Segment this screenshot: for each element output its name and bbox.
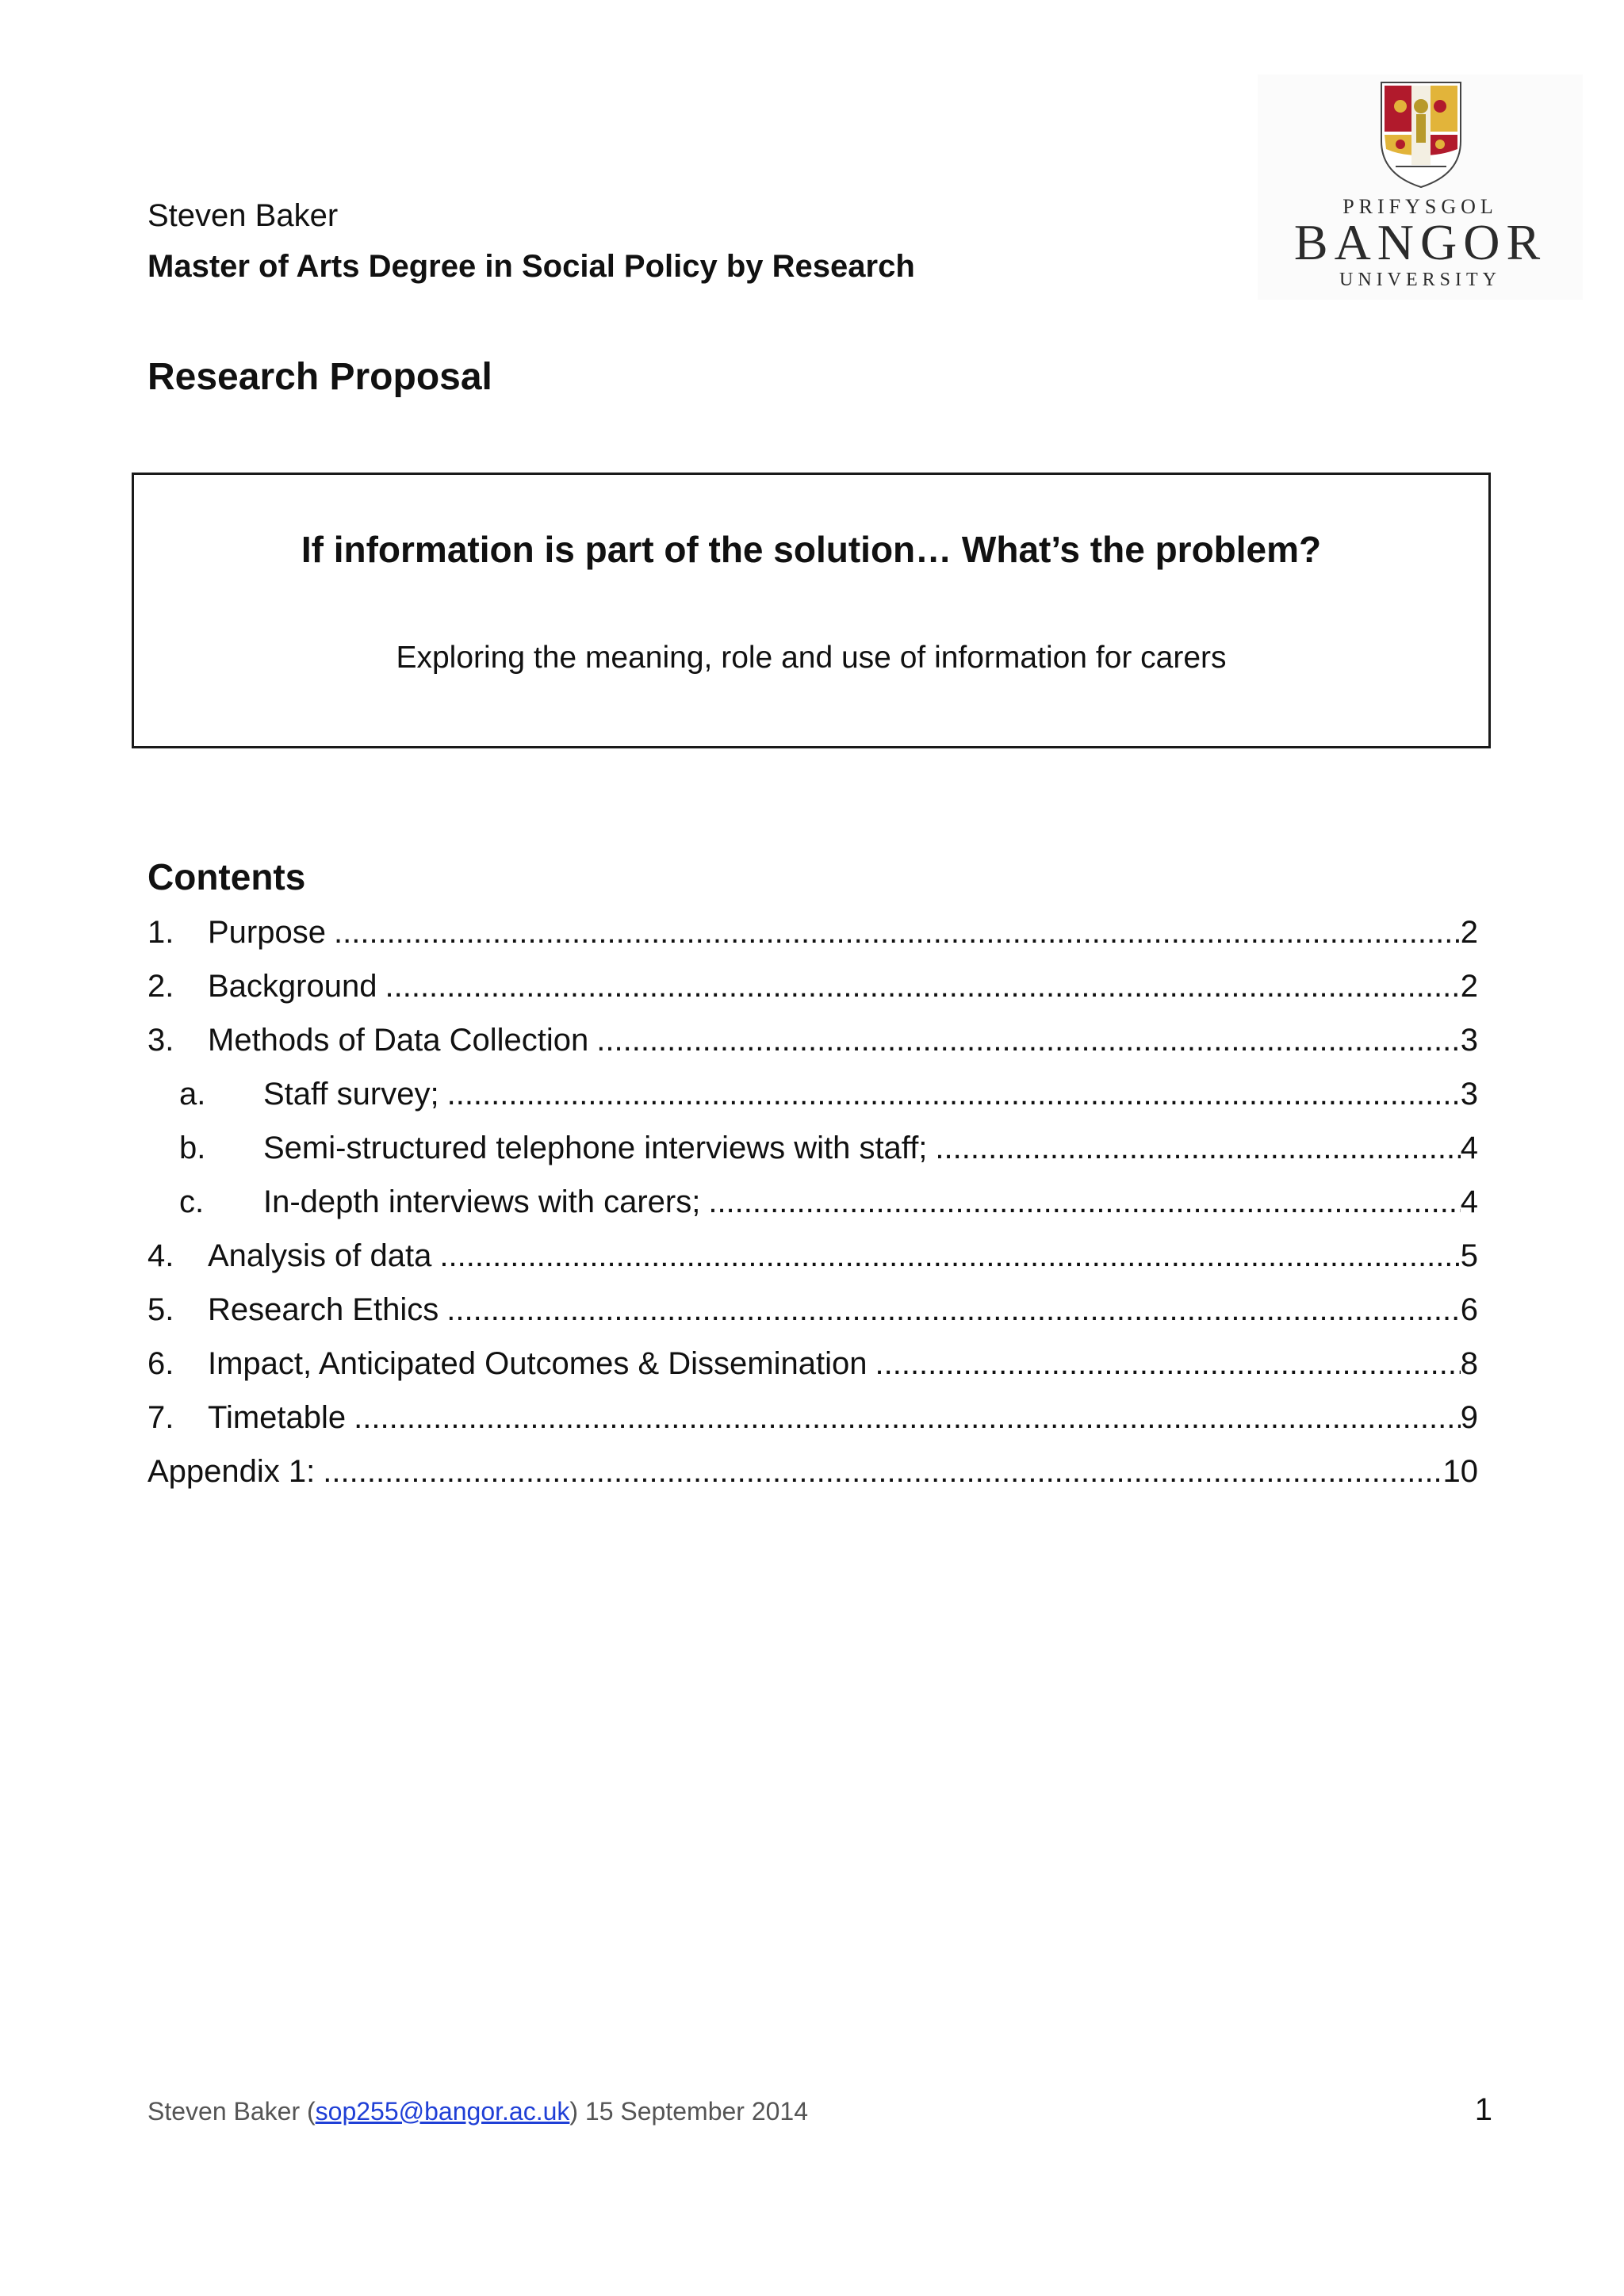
toc-label: Timetable (208, 1400, 347, 1435)
contents-heading: Contents (147, 856, 306, 897)
crest-icon (1377, 79, 1465, 190)
toc-label: Research Ethics (208, 1292, 439, 1327)
toc-entry-ethics[interactable] (147, 1283, 1478, 1337)
toc-leader-dots (334, 912, 1461, 953)
toc-label: Semi-structured telephone interviews with staff; (263, 1131, 928, 1165)
footer (147, 2095, 808, 2128)
toc-entry-staff-survey[interactable] (147, 1067, 1478, 1121)
toc-leader-dots (323, 1451, 1442, 1492)
toc-number: b. (179, 1131, 206, 1165)
toc-number: a. (179, 1077, 206, 1112)
logo-line-bangor: BANGOR (1293, 214, 1547, 270)
toc-page-number: 3 (1460, 1023, 1478, 1058)
toc-page-number: 2 (1460, 915, 1478, 950)
main-title: If information is part of the solution… What’s the problem? (301, 529, 1322, 570)
author-name: Steven Baker (147, 198, 339, 233)
toc-number: 4. (147, 1238, 174, 1273)
toc-label: Methods of Data Collection (208, 1023, 589, 1058)
document-type-heading: Research Proposal (147, 356, 492, 398)
toc-label: Analysis of data (208, 1238, 432, 1273)
toc-leader-dots (354, 1397, 1461, 1438)
toc-leader-dots (708, 1181, 1460, 1223)
toc-entry-appendix[interactable] (147, 1445, 1478, 1498)
toc-page-number: 6 (1460, 1292, 1478, 1327)
toc-label: Appendix 1: (147, 1454, 316, 1489)
toc-entry-carer-interviews[interactable] (147, 1175, 1478, 1229)
toc-page-number: 10 (1442, 1454, 1478, 1489)
page-number: 1 (1474, 2092, 1492, 2127)
table-of-contents (147, 905, 1478, 1498)
toc-entry-background[interactable] (147, 959, 1478, 1013)
toc-entry-impact[interactable] (147, 1337, 1478, 1391)
toc-page-number: 9 (1460, 1400, 1478, 1435)
toc-number: c. (179, 1184, 205, 1219)
toc-leader-dots (935, 1127, 1460, 1169)
toc-number: 1. (147, 915, 174, 950)
degree-title: Master of Arts Degree in Social Policy by Research (147, 249, 915, 284)
footer-suffix: ) 15 September 2014 (569, 2097, 809, 2126)
toc-page-number: 8 (1460, 1346, 1478, 1381)
toc-number: 2. (147, 969, 174, 1004)
toc-number: 7. (147, 1400, 174, 1435)
logo-line-university: UNIVERSITY (1339, 270, 1501, 290)
footer-prefix: Steven Baker ( (147, 2097, 316, 2126)
university-logo (1258, 75, 1583, 300)
toc-label: Staff survey; (263, 1077, 439, 1112)
toc-entry-purpose[interactable] (147, 905, 1478, 959)
toc-leader-dots (447, 1073, 1461, 1115)
toc-entry-timetable[interactable] (147, 1391, 1478, 1445)
toc-entry-methods[interactable] (147, 1013, 1478, 1067)
title-box (132, 473, 1491, 748)
toc-page-number: 5 (1460, 1238, 1478, 1273)
toc-page-number: 4 (1460, 1131, 1478, 1165)
toc-label: Background (208, 969, 377, 1004)
toc-label: In-depth interviews with carers; (263, 1184, 701, 1219)
toc-entry-telephone-interviews[interactable] (147, 1121, 1478, 1175)
footer-email-link[interactable]: sop255@bangor.ac.uk (315, 2097, 570, 2126)
toc-leader-dots (875, 1343, 1460, 1384)
toc-page-number: 3 (1460, 1077, 1478, 1112)
subtitle: Exploring the meaning, role and use of information for carers (396, 641, 1227, 675)
toc-leader-dots (439, 1235, 1460, 1276)
toc-page-number: 4 (1460, 1184, 1478, 1219)
toc-label: Purpose (208, 915, 326, 950)
toc-page-number: 2 (1460, 969, 1478, 1004)
toc-label: Impact, Anticipated Outcomes & Dissemination (208, 1346, 868, 1381)
toc-leader-dots (596, 1020, 1460, 1061)
toc-entry-analysis[interactable] (147, 1229, 1478, 1283)
logo-line-prifysgol: PRIFYSGOL (1342, 195, 1498, 218)
toc-leader-dots (446, 1289, 1461, 1330)
toc-number: 6. (147, 1346, 174, 1381)
toc-number: 3. (147, 1023, 174, 1058)
toc-leader-dots (385, 966, 1460, 1007)
toc-number: 5. (147, 1292, 174, 1327)
